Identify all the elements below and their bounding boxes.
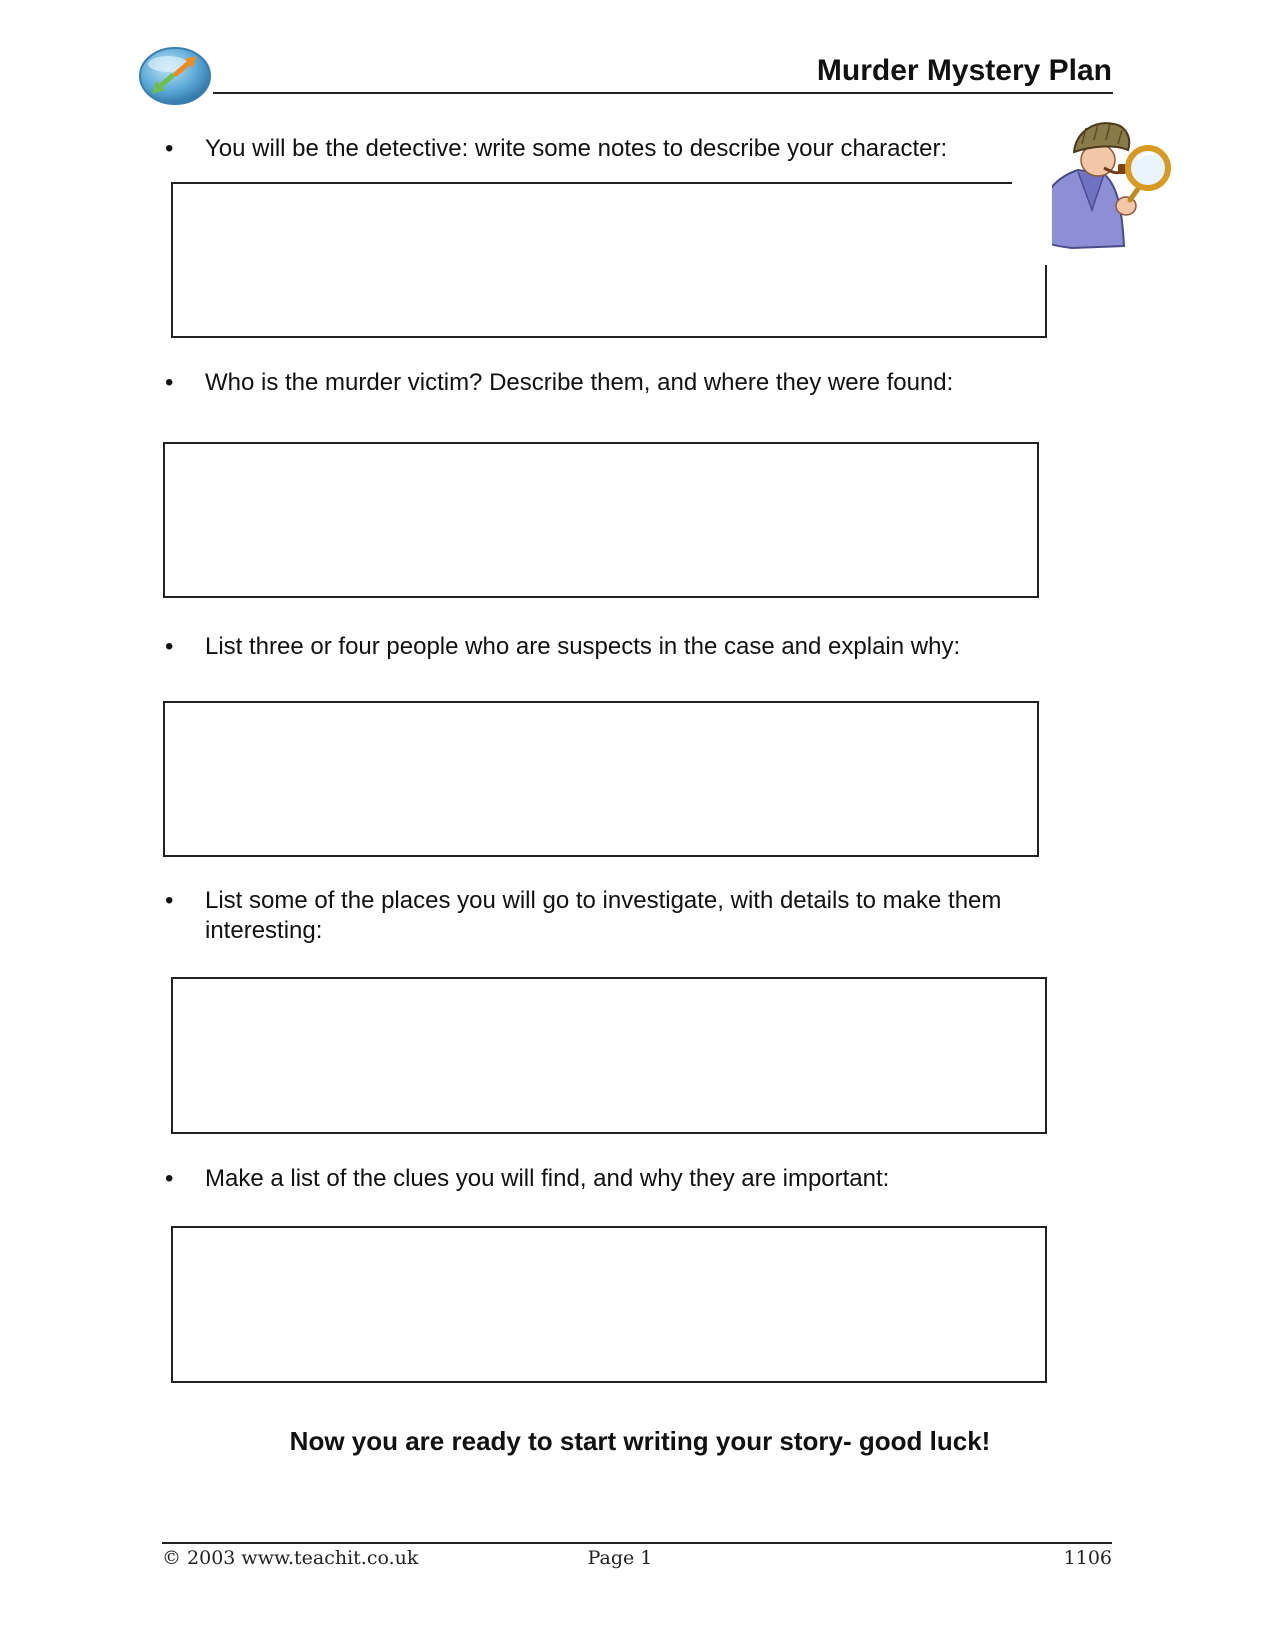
answer-box-5[interactable] <box>171 1226 1047 1383</box>
footer-copyright: © 2003 www.teachit.co.uk <box>162 1547 419 1569</box>
closing-message: Now you are ready to start writing your story- good luck! <box>289 1426 991 1456</box>
answer-box-4[interactable] <box>171 977 1047 1134</box>
bullet-point: • <box>165 1165 174 1192</box>
answer-box-3[interactable] <box>163 701 1039 857</box>
answer-box-2[interactable] <box>163 442 1039 598</box>
page-title: Murder Mystery Plan <box>816 54 1112 87</box>
bullet-point: • <box>165 369 174 396</box>
header-divider <box>213 92 1113 94</box>
question-3-prompt: List three or four people who are suspects in the case and explain why: <box>205 633 961 660</box>
footer-divider <box>162 1542 1112 1544</box>
bullet-point: • <box>165 135 174 162</box>
teachit-logo-icon <box>138 46 212 106</box>
footer-page-number: Page 1 <box>587 1547 653 1569</box>
question-5-prompt: Make a list of the clues you will find, and why they are important: <box>205 1165 890 1192</box>
footer-document-code: 1106 <box>1063 1547 1112 1569</box>
answer-box-1[interactable] <box>171 182 1047 338</box>
bullet-point: • <box>165 887 174 914</box>
question-4-prompt: List some of the places you will go to investigate, with details to make them interesting: <box>205 887 1002 944</box>
illustration-overlap-mask <box>1012 178 1052 265</box>
question-1-prompt: You will be the detective: write some notes to describe your character: <box>205 135 948 162</box>
bullet-point: • <box>165 633 174 660</box>
question-2-prompt: Who is the murder victim? Describe them, and where they were found: <box>205 369 954 396</box>
